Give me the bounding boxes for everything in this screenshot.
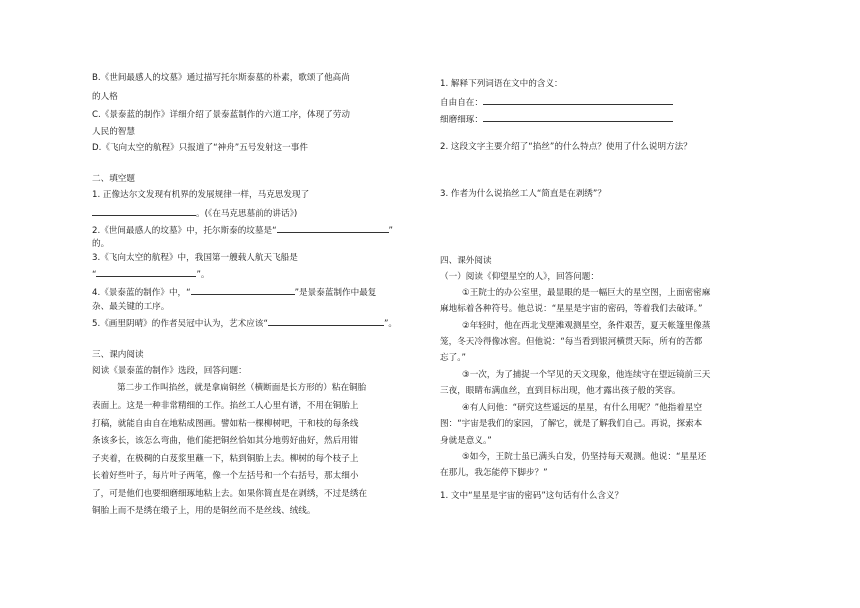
extended-line: 忘了。”: [440, 353, 466, 363]
question-2: 2. 这段文字主要介绍了“掐丝”的什么特点？使用了什么说明方法？: [440, 142, 692, 152]
extended-line: 在那儿，我怎能停下脚步？”: [440, 468, 548, 478]
reading-intro: 阅读《景泰蓝的制作》选段，回答问题：: [92, 366, 247, 376]
section-extended-title: 四、课外阅读: [440, 256, 492, 266]
answer-blank[interactable]: [483, 96, 673, 105]
passage-line: 子夹着，在极稠的白芨浆里蘸一下，粘到铜胎上去。柳树的每个枝子上: [92, 454, 359, 464]
passage-line: 第二步工作叫掐丝，就是拿扁铜丝（横断面是长方形的）粘在铜胎: [117, 383, 367, 393]
option-b-line2: 的人格: [92, 92, 118, 102]
extended-line: ⑤如今，王院士虽已满头白发，仍坚持每天观测。他说：“星星还: [462, 452, 707, 462]
question-1b: 细磨细琢：: [440, 113, 673, 126]
section-fill-title: 二、填空题: [92, 174, 135, 184]
extended-line: ④有人问他：“研究这些遥远的星星，有什么用呢？”他指着星空: [462, 403, 703, 413]
question-1: 1. 解释下列词语在文中的含义：: [440, 79, 563, 89]
extended-question-1: 1. 文中“星星是宇宙的密码”这句话有什么含义？: [440, 491, 624, 501]
option-c-line2: 人民的智慧: [92, 127, 135, 137]
fill-q3-line2: “ ”。: [92, 270, 210, 280]
fill-q4-line1: 4.《景泰蓝的制作》中，“ ”是景泰蓝制作中最复: [92, 288, 377, 298]
option-b-line1: B.《世间最感人的坟墓》通过描写托尔斯泰墓的朴素，歌颂了他高尚: [92, 73, 350, 83]
answer-blank[interactable]: [268, 317, 384, 326]
passage-line: 表面上。这是一种非常精细的工作。掐丝工人心里有谱，不用在铜胎上: [92, 401, 359, 411]
answer-blank[interactable]: [96, 268, 196, 277]
passage-line: 了，可是他们也要细磨细琢地粘上去。如果你简直是在剥绣，不过是绣在: [92, 489, 368, 499]
extended-intro: （一）阅读《仰望星空的人》，回答问题：: [440, 272, 599, 282]
extended-line: 麻地标着各种符号。他总说：“星星是宇宙的密码，等着我们去破译。”: [440, 304, 703, 314]
section-reading-title: 三、课内阅读: [92, 350, 144, 360]
fill-q2-line1: 2.《世间最感人的坟墓》中，托尔斯泰的坟墓是“ ”: [92, 226, 393, 236]
option-d: D.《飞向太空的航程》只报道了“神舟”五号发射这一事件: [92, 143, 308, 153]
extended-line: ②年轻时，他在西北戈壁滩观测星空，条件艰苦，夏天帐篷里像蒸: [462, 321, 711, 331]
question-3: 3. 作者为什么说掐丝工人“简直是在剥绣”？: [440, 189, 606, 199]
passage-line: 打稿，就能自由自在地粘成图画。譬如粘一棵柳树吧，干和枝的每条线: [92, 419, 359, 429]
answer-blank[interactable]: [483, 113, 673, 122]
fill-q4-line2: 杂、最关键的工序。: [92, 302, 170, 312]
fill-q1-line1: 1. 正像达尔文发现有机界的发展规律一样，马克思发现了: [92, 190, 310, 200]
passage-line: 条该多长，该怎么弯曲，他们能把铜丝恰如其分地剪好曲好，然后用钳: [92, 436, 359, 446]
passage-line: 长着好些叶子，每片叶子两笔，像一个左括号和一个右括号，那太细小: [92, 471, 359, 481]
fill-q1-line2: 。(《在马克思墓前的讲话》): [92, 207, 297, 220]
extended-line: 三夜，眼睛布满血丝，直到目标出现，他才露出孩子般的笑容。: [440, 386, 681, 396]
extended-line: 笼，冬天冷得像冰窖。但他说：“每当看到银河横贯天际，所有的苦都: [440, 337, 703, 347]
option-c-line1: C.《景泰蓝的制作》详细介绍了景泰蓝制作的六道工序，体现了劳动: [92, 110, 350, 120]
extended-line: ③一次，为了捕捉一个罕见的天文现象，他连续守在望远镜前三天: [462, 370, 711, 380]
passage-line: 铜胎上而不是绣在缎子上，用的是铜丝而不是丝线、绒线。: [92, 506, 316, 516]
extended-line: ①王院士的办公室里，最显眼的是一幅巨大的星空图，上面密密麻: [462, 288, 711, 298]
fill-q3-line1: 3.《飞向太空的航程》中，我国第一艘载人航天飞船是: [92, 253, 298, 263]
answer-blank[interactable]: [277, 224, 389, 233]
answer-blank[interactable]: [92, 207, 196, 216]
extended-line: 图：“宇宙是我们的家园，了解它，就是了解我们自己。再说，探索本: [440, 419, 703, 429]
extended-line: 身就是意义。”: [440, 436, 492, 446]
fill-q5: 5.《画里阴晴》的作者吴冠中认为，艺术应该“ ”。: [92, 319, 397, 329]
answer-blank[interactable]: [191, 286, 295, 295]
question-1a: 自由自在：: [440, 96, 673, 109]
fill-q2-line2: 的。: [92, 239, 110, 249]
